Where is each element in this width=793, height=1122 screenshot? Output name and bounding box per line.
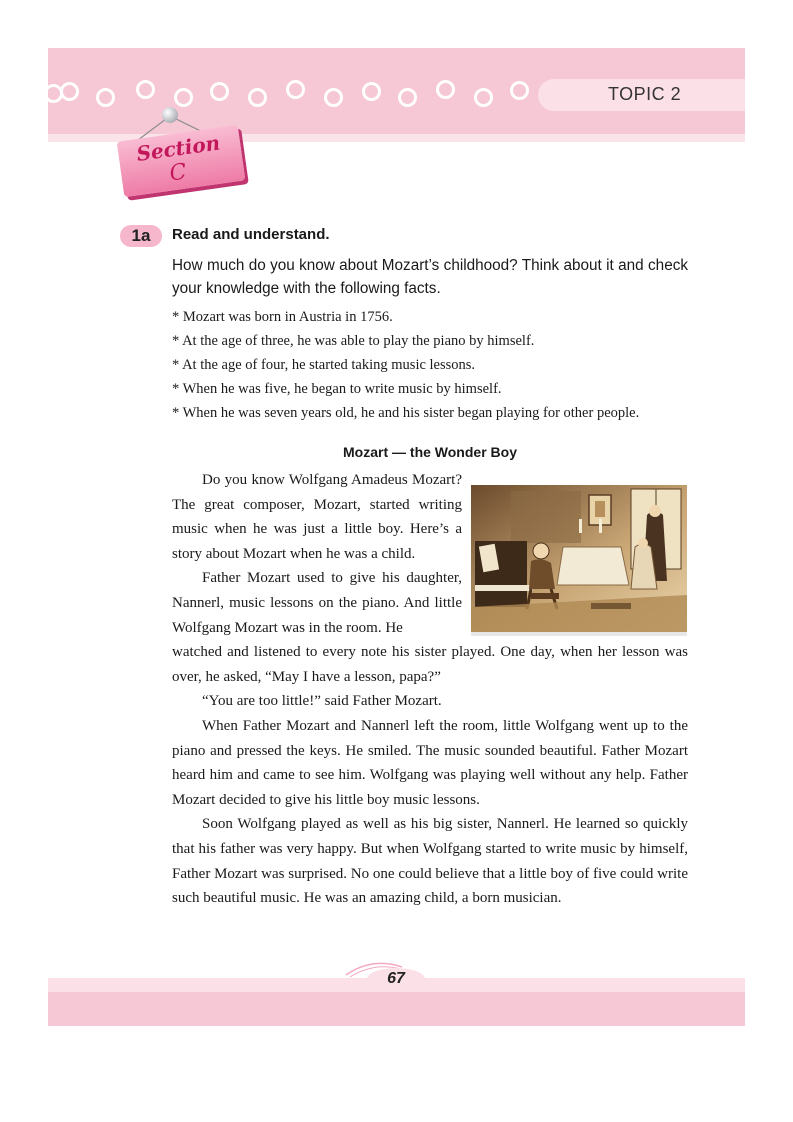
textbook-page bbox=[48, 48, 745, 1026]
story-title: Mozart — the Wonder Boy bbox=[343, 444, 517, 460]
page-number: 67 bbox=[387, 970, 405, 987]
circle-decoration bbox=[248, 88, 267, 107]
circle-decoration bbox=[286, 80, 305, 99]
circle-decoration bbox=[324, 88, 343, 107]
fact-item: * At the age of four, he started taking music lessons. bbox=[172, 357, 476, 373]
circle-decoration bbox=[436, 80, 455, 99]
mozart-piano-illustration bbox=[471, 485, 687, 632]
fact-item: * When he was seven years old, he and his sister began playing for other people. bbox=[172, 405, 640, 421]
circle-decoration bbox=[398, 88, 417, 107]
circle-decoration bbox=[210, 82, 229, 101]
circle-decoration bbox=[362, 82, 381, 101]
circle-decoration bbox=[96, 88, 115, 107]
fact-item: * When he was five, he began to write music by himself. bbox=[172, 381, 502, 397]
story-paragraph: Do you know Wolfgang Amadeus Mozart? The great composer, Mozart, started writing music when he was just a little boy. Here’s a story about Mozart when he was a child. bbox=[172, 472, 462, 562]
section-tag-word: Section bbox=[134, 130, 222, 166]
exercise-heading: Read and understand. bbox=[172, 226, 330, 243]
facts-list bbox=[172, 305, 688, 425]
fact-item: * Mozart was born in Austria in 1756. bbox=[172, 309, 393, 325]
story-paragraph: Soon Wolfgang played as well as his big sister, Nannerl. He learned so quickly that his father was very happy. But when Wolfgang started to write music by himself, Father Mozart was surprised. No one could believe that a little boy of five could write such beautiful music. He was an amazing child, a born musician. bbox=[172, 816, 688, 907]
decorative-circles bbox=[48, 78, 548, 118]
pushpin-icon bbox=[162, 107, 178, 123]
circle-decoration bbox=[510, 81, 529, 100]
story-paragraph: “You are too little!” said Father Mozart. bbox=[202, 693, 442, 710]
circle-decoration bbox=[174, 88, 193, 107]
topic-label: TOPIC 2 bbox=[608, 84, 682, 104]
circle-decoration bbox=[136, 80, 155, 99]
story-paragraph: When Father Mozart and Nannerl left the room, little Wolfgang went up to the piano and pressed the keys. He smiled. The music sounded beautiful. Father Mozart heard him and came to see him. Wolfgang was playing well without any help. Father Mozart decided to give his little boy music lessons. bbox=[172, 717, 688, 808]
circle-decoration bbox=[474, 88, 493, 107]
circle-decoration bbox=[60, 82, 79, 101]
story-paragraph: Father Mozart used to give his daughter, Nannerl, music lessons on the piano. And little Wolfgang Mozart was in the room. He bbox=[172, 570, 462, 636]
exercise-badge: 1a bbox=[120, 225, 162, 247]
exercise-intro: How much do you know about Mozart’s childhood? Think about it and check your knowledge with the following facts. bbox=[172, 257, 688, 297]
fact-item: * At the age of three, he was able to play the piano by himself. bbox=[172, 333, 535, 349]
story-paragraph: watched and listened to every note his sister played. One day, when her lesson was over, he asked, “May I have a lesson, papa?” bbox=[172, 644, 688, 685]
illustration-underline bbox=[471, 632, 687, 636]
section-tag-letter: C bbox=[167, 159, 189, 187]
